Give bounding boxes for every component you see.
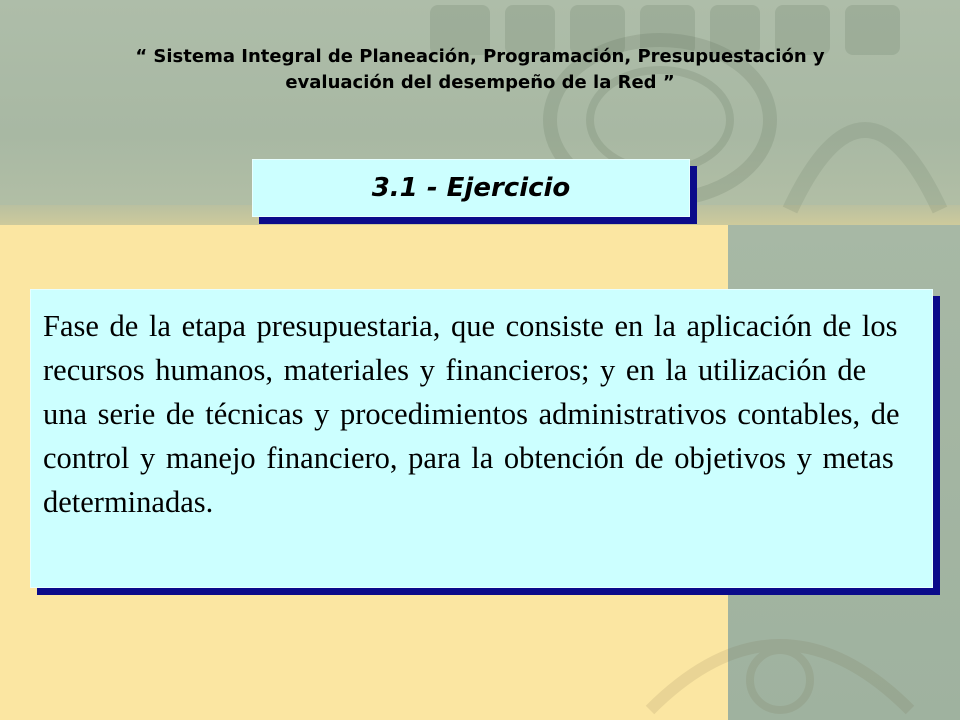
definition-box	[30, 289, 933, 588]
header-line-1: “ Sistema Integral de Planeación, Programación, Presupuestación y	[135, 46, 825, 67]
definition-text: Fase de la etapa presupuestaria, que consiste en la aplicación de los recursos humanos, materiales y financieros; y en la utilización de una serie de técnicas y procedimientos administrativos contables, de control y manejo financiero, para la obtención de objetivos y metas determinadas.	[43, 309, 900, 519]
section-title: 3.1 - Ejercicio	[371, 173, 571, 203]
title-box	[252, 159, 690, 217]
slide-header	[40, 44, 920, 96]
header-line-2: evaluación del desempeño de la Red ”	[285, 72, 675, 93]
